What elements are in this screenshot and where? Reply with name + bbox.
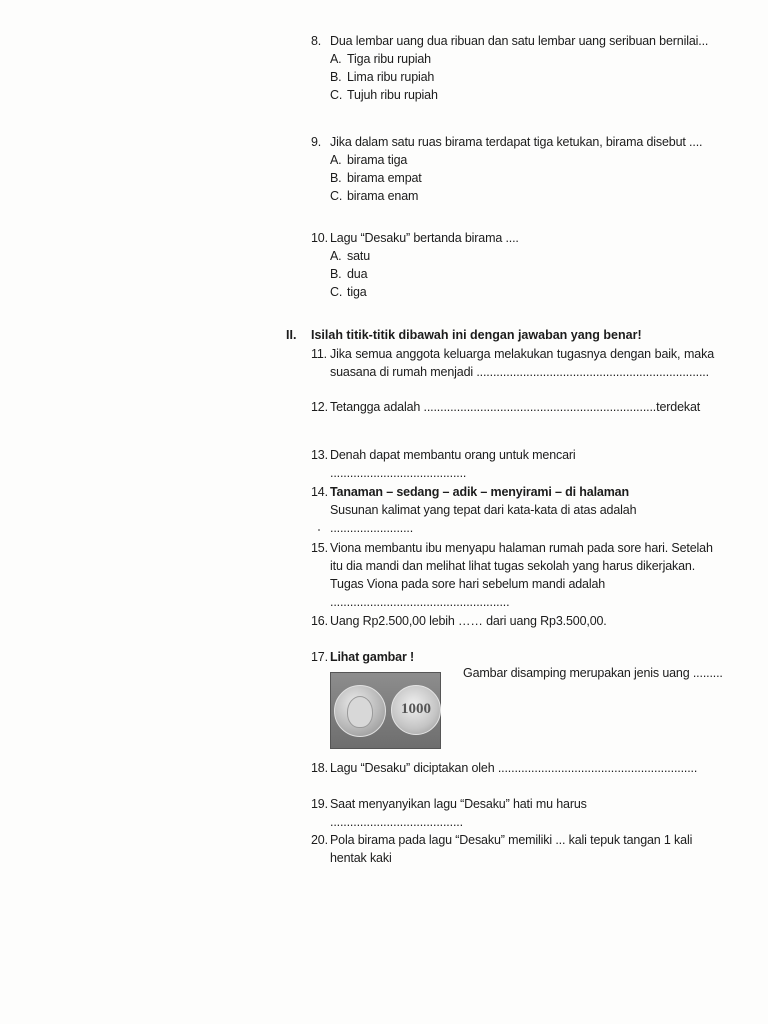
stray-mark xyxy=(318,529,320,531)
section-number: II. xyxy=(286,328,297,342)
question-text: Susunan kalimat yang tepat dari kata-kata di atas adalah ......................... xyxy=(330,503,637,535)
option-c xyxy=(311,86,708,104)
coin-back xyxy=(391,685,441,735)
question-14 xyxy=(311,483,715,537)
option-a xyxy=(311,151,702,169)
option-list xyxy=(311,50,708,104)
question-title: Lihat gambar ! xyxy=(330,650,415,664)
question-text: Jika semua anggota keluarga melakukan tugasnya dengan baik, maka suasana di rumah menjadi ...................................................................... xyxy=(330,347,714,379)
question-number: 10. xyxy=(311,231,328,245)
question-10 xyxy=(311,229,519,301)
question-16 xyxy=(311,612,715,630)
question-text: Viona membantu ibu menyapu halaman rumah pada sore hari. Setelah itu dia mandi dan melihat lihat tugas sekolah yang harus dikerjakan. Tugas Viona pada sore hari sebelum mandi adalah ...................................................... xyxy=(330,541,713,609)
question-number: 11. xyxy=(311,347,327,361)
option-letter: C. xyxy=(330,285,343,299)
section-heading xyxy=(286,328,642,342)
coin-value: 1000 xyxy=(401,701,431,717)
option-b xyxy=(311,68,708,86)
portrait-icon xyxy=(347,696,373,728)
question-text: Lagu “Desaku” bertanda birama .... xyxy=(330,231,519,245)
option-a xyxy=(311,247,519,265)
coin-image xyxy=(330,672,441,749)
question-15 xyxy=(311,539,715,611)
question-number: 14. xyxy=(311,485,328,499)
question-18 xyxy=(311,759,715,777)
question-text: Dua lembar uang dua ribuan dan satu lembar uang seribuan bernilai... xyxy=(330,34,709,48)
question-number: 8. xyxy=(311,34,322,48)
question-number: 18. xyxy=(311,761,328,775)
question-number: 9. xyxy=(311,135,322,149)
option-text: tiga xyxy=(347,285,367,299)
option-c xyxy=(311,283,519,301)
option-text: Tujuh ribu rupiah xyxy=(347,88,438,102)
question-17-caption: Gambar disamping merupakan jenis uang ......... xyxy=(463,666,723,680)
question-9 xyxy=(311,133,702,205)
section-title: Isilah titik-titik dibawah ini dengan jawaban yang benar! xyxy=(311,328,642,342)
option-text: Tiga ribu rupiah xyxy=(347,52,431,66)
option-letter: C. xyxy=(330,189,343,203)
option-letter: B. xyxy=(330,267,342,281)
option-b xyxy=(311,169,702,187)
option-text: Lima ribu rupiah xyxy=(347,70,435,84)
option-text: dua xyxy=(347,267,368,281)
question-text: Tetangga adalah ...................................................................... xyxy=(330,400,657,414)
question-number: 13. xyxy=(311,448,328,462)
question-8 xyxy=(311,32,708,104)
question-text: Lagu “Desaku” diciptakan oleh ............................................................ xyxy=(330,761,698,775)
question-20 xyxy=(311,831,715,867)
option-text: birama empat xyxy=(347,171,422,185)
option-list xyxy=(311,247,519,301)
question-text: Pola birama pada lagu “Desaku” memiliki ... kali tepuk tangan 1 kali hentak kaki xyxy=(330,833,693,865)
question-number: 12. xyxy=(311,400,328,414)
option-list xyxy=(311,151,702,205)
question-title: Tanaman – sedang – adik – menyirami – di halaman xyxy=(330,485,629,499)
question-number: 17. xyxy=(311,650,328,664)
option-text: satu xyxy=(347,249,371,263)
option-letter: B. xyxy=(330,70,342,84)
option-letter: C. xyxy=(330,88,343,102)
option-text: birama enam xyxy=(347,189,419,203)
option-letter: A. xyxy=(330,52,342,66)
question-text: Denah dapat membantu orang untuk mencari ......................................... xyxy=(330,448,576,480)
option-letter: A. xyxy=(330,249,342,263)
question-text: Saat menyanyikan lagu “Desaku” hati mu harus ........................................ xyxy=(330,797,587,829)
option-c xyxy=(311,187,702,205)
question-19 xyxy=(311,795,715,831)
question-number: 16. xyxy=(311,614,328,628)
option-text: birama tiga xyxy=(347,153,408,167)
question-12 xyxy=(311,398,715,416)
option-b xyxy=(311,265,519,283)
question-17 xyxy=(311,648,715,666)
question-number: 19. xyxy=(311,797,328,811)
coin-front xyxy=(334,685,386,737)
question-number: 20. xyxy=(311,833,328,847)
question-11 xyxy=(311,345,715,381)
question-suffix: terdekat xyxy=(656,400,701,414)
option-letter: A. xyxy=(330,153,342,167)
question-text: Uang Rp2.500,00 lebih …… dari uang Rp3.500,00. xyxy=(330,614,607,628)
option-a xyxy=(311,50,708,68)
question-text: Jika dalam satu ruas birama terdapat tiga ketukan, birama disebut .... xyxy=(330,135,703,149)
option-letter: B. xyxy=(330,171,342,185)
question-number: 15. xyxy=(311,541,328,555)
question-13 xyxy=(311,446,715,482)
